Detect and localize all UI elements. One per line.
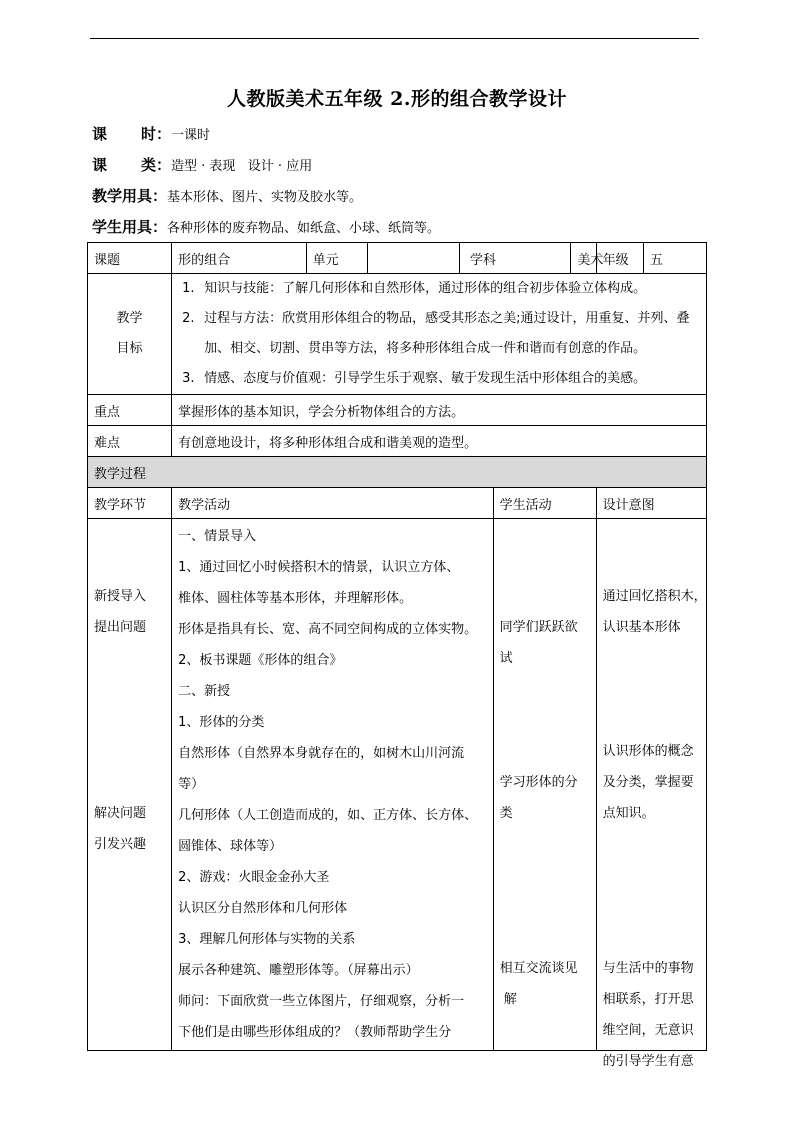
student-lines xyxy=(500,519,590,1050)
activity-line: 2、板书课题《形体的组合》 xyxy=(178,653,343,668)
grade-value: 五 xyxy=(643,243,706,274)
design-intent-line: 通过回忆搭积木， xyxy=(602,589,707,604)
student-activity-line: 类 xyxy=(499,806,513,821)
grade-label: 年级 xyxy=(596,243,643,274)
intent-cell xyxy=(596,519,707,1069)
activity-line: 形体是指具有长、宽、高不同空间构成的立体实物。 xyxy=(178,622,478,637)
process-row xyxy=(88,519,707,1051)
key-point-text: 掌握形体的基本知识，学会分析物体组合的方法。 xyxy=(172,395,707,426)
activity-line: 椎体、圆柱体等基本形体，并理解形体。 xyxy=(178,591,413,606)
column-activity: 教学活动 xyxy=(172,488,494,519)
goal-item-continuation: 加、相交、切割、贯串等方法，将多种形体组合成一件和谐而有创意的作品。 xyxy=(204,341,647,356)
header-rule xyxy=(90,38,699,39)
difficulty-text: 有创意地设计，将多种形体组合成和谐美观的造型。 xyxy=(172,426,707,457)
unit-label: 单元 xyxy=(306,243,367,274)
goal-item: 2. 过程与方法：欣赏用形体组合的物品，感受其形态之美;通过设计，用重复、并列、叠 xyxy=(182,311,690,326)
intent-lines xyxy=(602,519,707,1069)
header-row xyxy=(88,243,707,274)
student-activity-line: 相互交流谈见 xyxy=(499,961,578,976)
column-intent: 设计意图 xyxy=(596,488,706,519)
activity-line: 二、新授 xyxy=(178,684,231,699)
activity-line: 等） xyxy=(178,777,205,792)
design-intent-line: 维空间，无意识 xyxy=(602,1023,694,1038)
meta-class-type: 课 类： 造型 · 表现 设计 · 应用 xyxy=(92,156,313,174)
meta-teaching-tools: 教学用具：基本形体、图片、实物及胶水等。 xyxy=(92,187,363,205)
activity-line: 1、形体的分类 xyxy=(178,715,265,730)
stage-1: 新授导入 提出问题 xyxy=(94,589,147,635)
activity-line: 一、情景导入 xyxy=(178,529,257,544)
topic-label: 课题 xyxy=(88,243,172,274)
document-title: 人教版美术五年级 2.形的组合教学设计 xyxy=(227,88,567,110)
meta-class-hours: 课 时： 一课时 xyxy=(92,125,211,143)
activity-line: 师问：下面欣赏一些立体图片，仔细观察，分析一 xyxy=(178,994,465,1009)
activity-line: 展示各种建筑、雕塑形体等。（屏幕出示） xyxy=(178,963,419,978)
topic-value: 形的组合 xyxy=(172,243,307,274)
activity-lines xyxy=(178,521,487,1048)
activity-cell xyxy=(172,519,494,1051)
difficulty-label: 难点 xyxy=(88,426,172,457)
student-activity-line: 解 xyxy=(499,992,517,1007)
activity-line: 2、游戏：火眼金金孙大圣 xyxy=(178,870,330,885)
goals-label: 教学 目标 xyxy=(88,274,172,395)
design-intent-line: 认识形体的概念 xyxy=(602,744,694,759)
process-header-row xyxy=(88,457,707,488)
student-activity-line: 学习形体的分 xyxy=(499,775,578,790)
unit-value xyxy=(367,243,459,274)
goals-row xyxy=(88,274,707,395)
goals-list xyxy=(172,274,707,395)
design-intent-line: 及分类，掌握要 xyxy=(602,775,694,790)
student-activity-line: 试 xyxy=(499,651,513,666)
stage-cell xyxy=(88,519,172,1051)
class-type-value: 造型 · 表现 设计 · 应用 xyxy=(171,159,313,174)
activity-line: 自然形体（自然界本身就存在的，如树木山川河流 xyxy=(178,746,465,761)
goal-item: 1. 知识与技能：了解几何形体和自然形体，通过形体的组合初步体验立体构成。 xyxy=(182,281,647,296)
design-intent-line: 的引导学生有意 xyxy=(602,1054,694,1069)
design-intent-line: 与生活中的事物 xyxy=(602,961,694,976)
activity-line: 圆锥体、球体等） xyxy=(178,839,283,854)
key-point-row xyxy=(88,395,707,426)
activity-line: 3、理解几何形体与实物的关系 xyxy=(178,932,356,947)
subject-value: 美术 xyxy=(571,243,596,274)
design-intent-line: 相联系，打开思 xyxy=(602,992,694,1007)
activity-line: 1、通过回忆小时候搭积木的情景，认识立方体、 xyxy=(178,560,460,575)
key-point-label: 重点 xyxy=(88,395,172,426)
design-intent-line: 点知识。 xyxy=(602,806,655,821)
process-label: 教学过程 xyxy=(88,457,707,488)
activity-line: 几何形体（人工创造而成的，如、正方体、长方体、 xyxy=(178,808,478,823)
class-hours-value: 一课时 xyxy=(171,128,211,143)
goal-item: 3. 情感、态度与价值观：引导学生乐于观察、敏于发现生活中形体组合的美感。 xyxy=(182,371,647,386)
column-stage: 教学环节 xyxy=(88,488,172,519)
stage-2: 解决问题 引发兴趣 xyxy=(94,806,147,852)
lesson-plan-table xyxy=(87,242,707,1069)
design-intent-line: 认识基本形体 xyxy=(602,620,681,635)
activity-line: 下他们是由哪些形体组成的？（教师帮助学生分 xyxy=(178,1025,452,1040)
column-student: 学生活动 xyxy=(493,488,596,519)
activity-line: 认识区分自然形体和几何形体 xyxy=(178,901,348,916)
student-activity-line: 同学们跃跃欲 xyxy=(499,620,578,635)
column-header-row xyxy=(88,488,707,519)
subject-label: 学科 xyxy=(459,243,570,274)
student-cell xyxy=(493,519,596,1051)
meta-student-tools: 学生用具：各种形体的废弃物品、如纸盒、小球、纸筒等。 xyxy=(92,218,441,236)
difficulty-row xyxy=(88,426,707,457)
